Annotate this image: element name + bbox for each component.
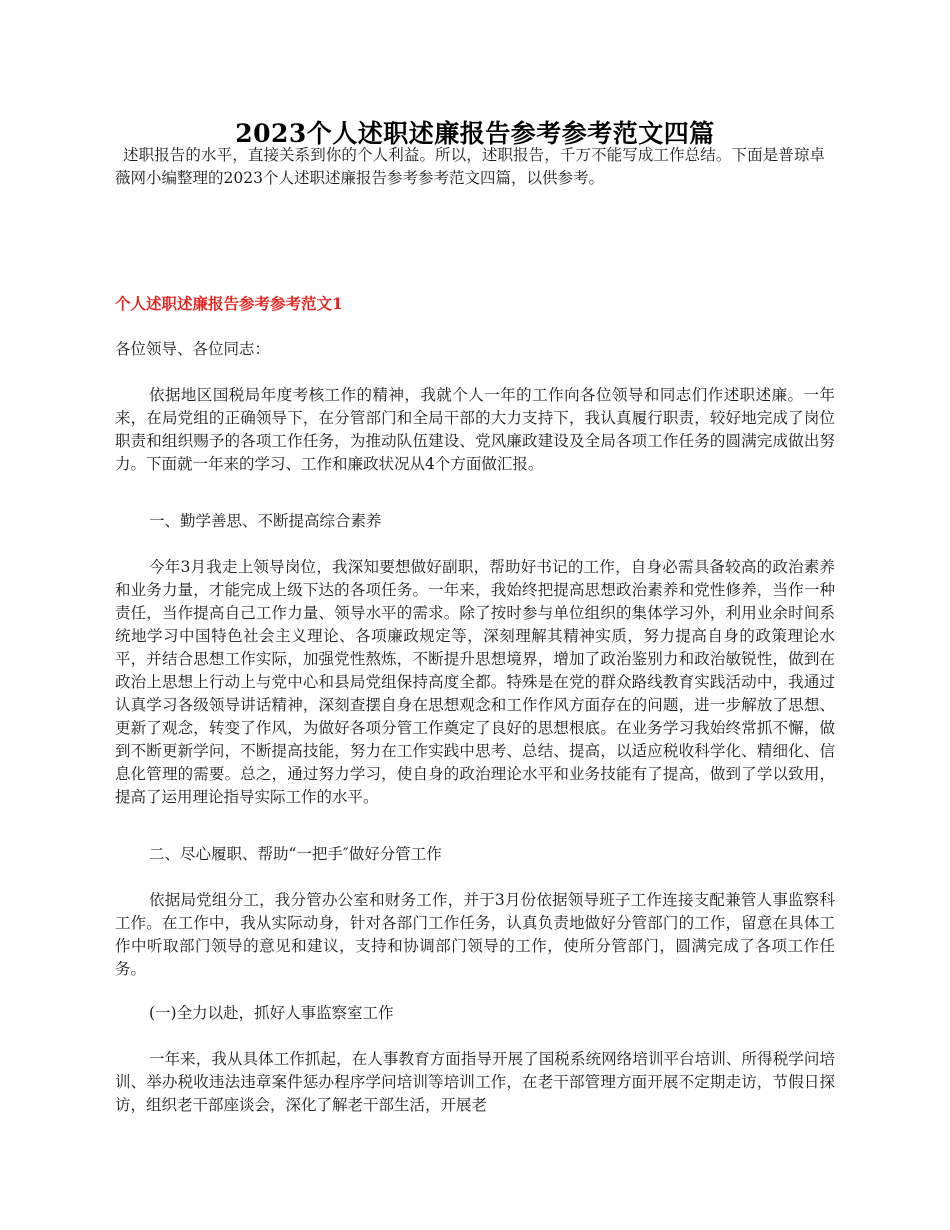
body-paragraph: 今年3月我走上领导岗位，我深知要想做好副职，帮助好书记的工作，自身必需具备较高的政治素养和业务力量，才能完成上级下达的各项任务。一年来，我始终把提高思想政治素养和党性修养，当作一种责任，当作提高自己工作力量、领导水平的需求。除了按时参与单位组织的集体学习外，利用业余时间系统地学习中国特色社会主义理论、各项廉政规定等，深刻理解其精神实质，努力提高自身的政策理论水平，并结合思想工作实际，加强党性熬炼，不断提升思想境界，增加了政治鉴别力和政治敏锐性，做到在政治上思想上行动上与党中心和县局党组保持高度全都。特殊是在党的群众路线教育实践活动中，我通过认真学习各级领导讲话精神，深刻查摆自身在思想观念和工作作风方面存在的问题，进一步解放了思想、更新了观念，转变了作风，为做好各项分管工作奠定了良好的思想根底。在业务学习我始终常抓不懈，做到不断更新学问，不断提高技能，努力在工作实践中思考、总结、提高，以适应税收科学化、精细化、信息化管理的需要。总之，通过努力学习，使自身的政治理论水平和业务技能有了提高，做到了学以致用，提高了运用理论指导实际工作的水平。 — [115, 558, 835, 806]
body-paragraph: 依据地区国税局年度考核工作的精神，我就个人一年的工作向各位领导和同志们作述职述廉。一年来，在局党组的正确领导下，在分管部门和全局干部的大力支持下，我认真履行职责，较好地完成了岗位职责和组织赐予的各项工作任务，为推动队伍建设、党风廉政建设及全局各项工作任务的圆满完成做出努力。下面就一年来的学习、工作和廉政状况从4个方面做汇报。 — [115, 386, 835, 473]
body-paragraph: 一年来，我从具体工作抓起，在人事教育方面指导开展了国税系统网络培训平台培训、所得税学问培训、举办税收违法违章案件惩办程序学问培训等培训工作，在老干部管理方面开展不定期走访，节假日探访，组织老干部座谈会，深化了解老干部生活，开展老 — [115, 1050, 835, 1114]
document-title: 2023个人述职述廉报告参考参考范文四篇 — [235, 119, 715, 148]
salutation: 各位领导、各位同志： — [115, 340, 271, 358]
subheading-2: 二、尽心履职、帮助“一把手″做好分管工作 — [149, 845, 442, 863]
body-paragraph: 依据局党组分工，我分管办公室和财务工作，并于3月份依据领导班子工作连接支配兼管人事监察科工作。在工作中，我从实际动身，针对各部门工作任务，认真负责地做好分管部门的工作，留意在具体工作中听取部门领导的意见和建议，支持和协调部门领导的工作，使所分管部门，圆满完成了各项工作任务。 — [115, 891, 835, 978]
subheading-3: (一)全力以赴，抓好人事监察室工作 — [149, 1004, 394, 1022]
subheading-1: 一、勤学善思、不断提高综合素养 — [149, 512, 382, 530]
intro-paragraph: 述职报告的水平，直接关系到你的个人利益。所以，述职报告，千万不能写成工作总结。下面是普琼卓薇网小编整理的2023个人述职述廉报告参考参考范文四篇，以供参考。 — [115, 146, 825, 187]
section-heading: 个人述职述廉报告参考参考范文1 — [115, 294, 343, 313]
